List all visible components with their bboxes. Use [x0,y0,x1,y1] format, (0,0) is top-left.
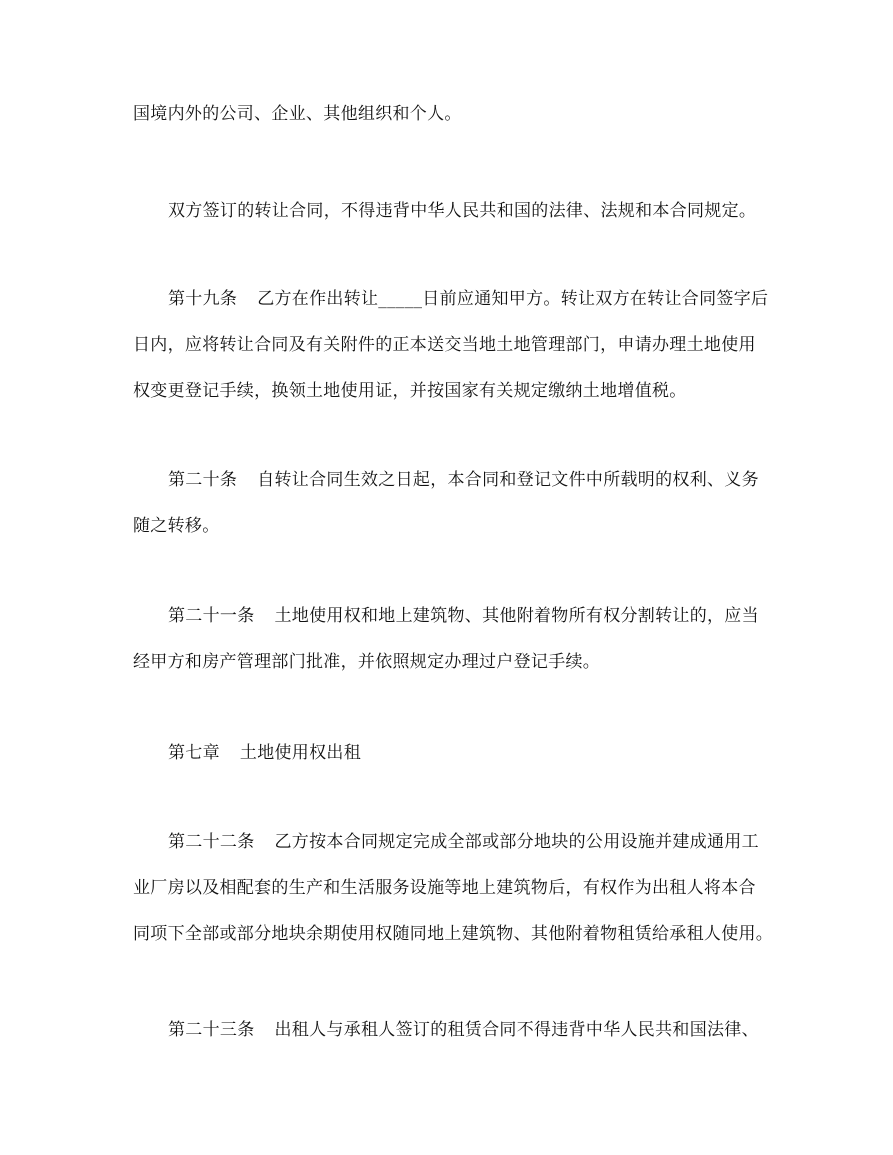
article-20-line-2 [133,515,220,537]
article-number: 第二十三条 [168,1020,255,1040]
paragraph-line [133,103,462,125]
article-20-line-1 [168,469,759,491]
text: 乙方在作出转让_____日前应通知甲方。转让双方在转让合同签字后 [257,289,769,309]
text: 日内，应将转让合同及有关附件的正本送交当地土地管理部门，申请办理土地使用 [133,335,756,355]
chapter-heading [168,742,361,764]
article-19-line-1 [168,288,768,310]
paragraph-line [168,200,756,222]
article-22-line-1 [168,831,759,853]
article-number: 第二十条 [168,470,238,490]
chapter-number: 第七章 [168,743,220,763]
text: 业厂房以及相配套的生产和生活服务设施等地上建筑物后，有权作为出租人将本合 [133,878,756,898]
text: 土地使用权和地上建筑物、其他附着物所有权分割转让的，应当 [274,606,759,626]
text: 经甲方和房产管理部门批准，并依照规定办理过户登记手续。 [133,652,601,672]
article-19-line-3 [133,380,687,402]
chapter-title: 土地使用权出租 [239,743,362,763]
text: 出租人与承租人签订的租赁合同不得违背中华人民共和国法律、 [274,1020,759,1040]
article-number: 第二十二条 [168,832,255,852]
article-number: 第十九条 [168,289,238,309]
text: 同项下全部或部分地块余期使用权随同地上建筑物、其他附着物租赁给承租人使用。 [133,924,774,944]
text: 自转让合同生效之日起，本合同和登记文件中所载明的权利、义务 [257,470,759,490]
article-19-line-2 [133,334,756,356]
article-23-line-1 [168,1019,759,1041]
article-22-line-3 [133,923,773,945]
article-21-line-1 [168,605,759,627]
text: 随之转移。 [133,516,220,536]
article-21-line-2 [133,651,600,673]
article-22-line-2 [133,877,756,899]
text: 权变更登记手续，换领土地使用证，并按国家有关规定缴纳土地增值税。 [133,381,687,401]
article-number: 第二十一条 [168,606,255,626]
text: 双方签订的转让合同，不得违背中华人民共和国的法律、法规和本合同规定。 [168,201,757,221]
text: 乙方按本合同规定完成全部或部分地块的公用设施并建成通用工 [274,832,759,852]
text: 国境内外的公司、企业、其他组织和个人。 [133,104,462,124]
